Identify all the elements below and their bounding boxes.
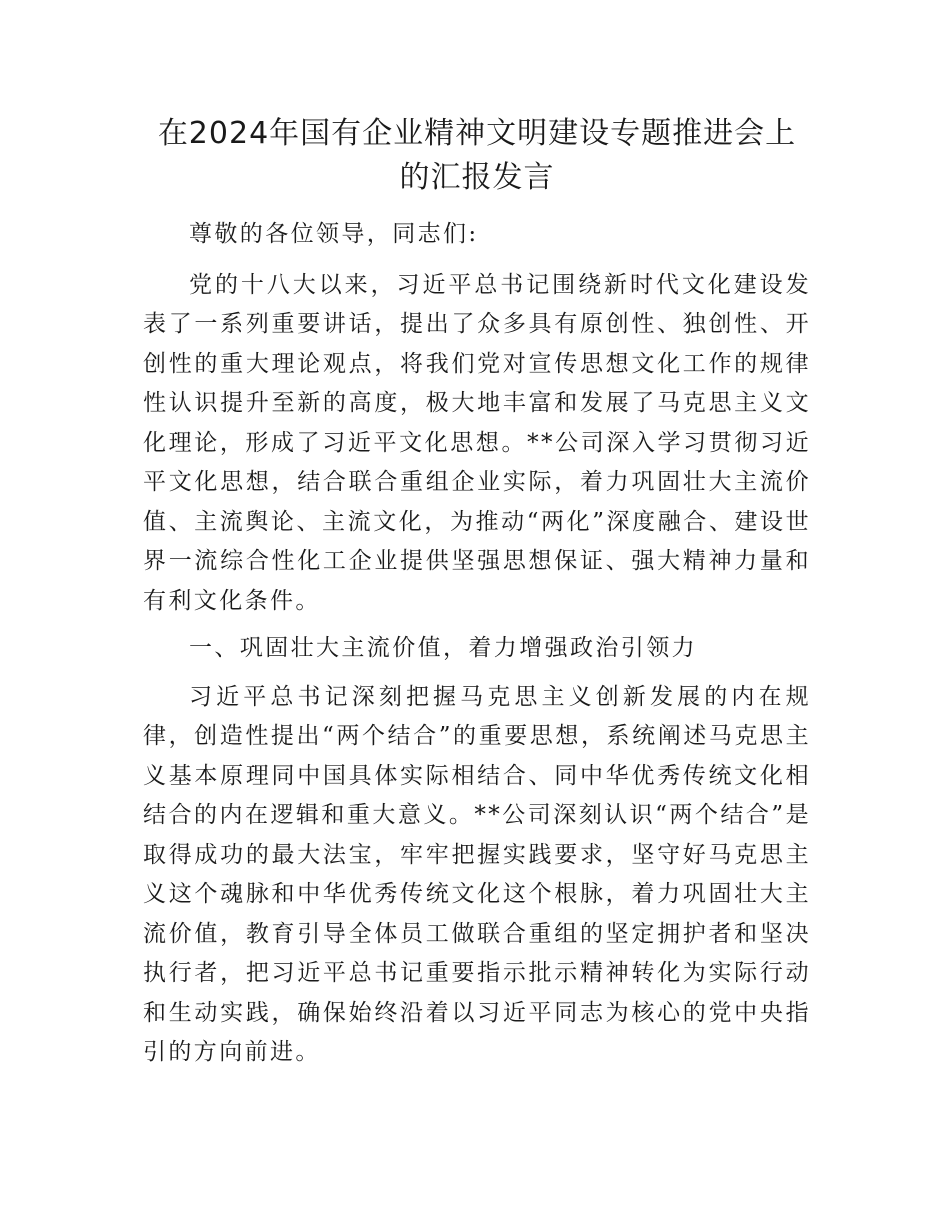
title-line-2: 的汇报发言: [399, 160, 555, 195]
greeting: 尊敬的各位领导，同志们:: [189, 221, 479, 247]
paragraph-section-1: 习近平总书记深刻把握马克思主义创新发展的内在规律，创造性提出“两个结合”的重要思想，系统阐述马克思主义基本原理同中国具体实际相结合、同中华优秀传统文化相结合的内在逻辑和重大意义。**公司深刻认识“两个结合”是取得成功的最大法宝，牢牢把握实践要求，坚守好马克思主义这个魂脉和中华优秀传统文化这个根脉，着力巩固壮大主流价值，教育引导全体员工做联合重组的坚定拥护者和坚决执行者，把习近平总书记重要指示批示精神转化为实际行动和生动实践，确保始终沿着以习近平同志为核心的党中央指引的方向前进。: [143, 683, 811, 1065]
paragraph-intro: 党的十八大以来，习近平总书记围绕新时代文化建设发表了一系列重要讲话，提出了众多具有原创性、独创性、开创性的重大理论观点，将我们党对宣传思想文化工作的规律性认识提升至新的高度，极大地丰富和发展了马克思主义文化理论，形成了习近平文化思想。**公司深入学习贯彻习近平文化思想，结合联合重组企业实际，着力巩固壮大主流价值、主流舆论、主流文化，为推动“两化”深度融合、建设世界一流综合性化工企业提供坚强思想保证、强大精神力量和有利文化条件。: [143, 271, 811, 614]
section-heading-1: 一、巩固壮大主流价值，着力增强政治引领力: [189, 635, 697, 661]
document-page: [143, 112, 811, 1073]
document-title: [143, 112, 811, 200]
title-line-1: 在2024年国有企业精神文明建设专题推进会上: [157, 116, 797, 151]
